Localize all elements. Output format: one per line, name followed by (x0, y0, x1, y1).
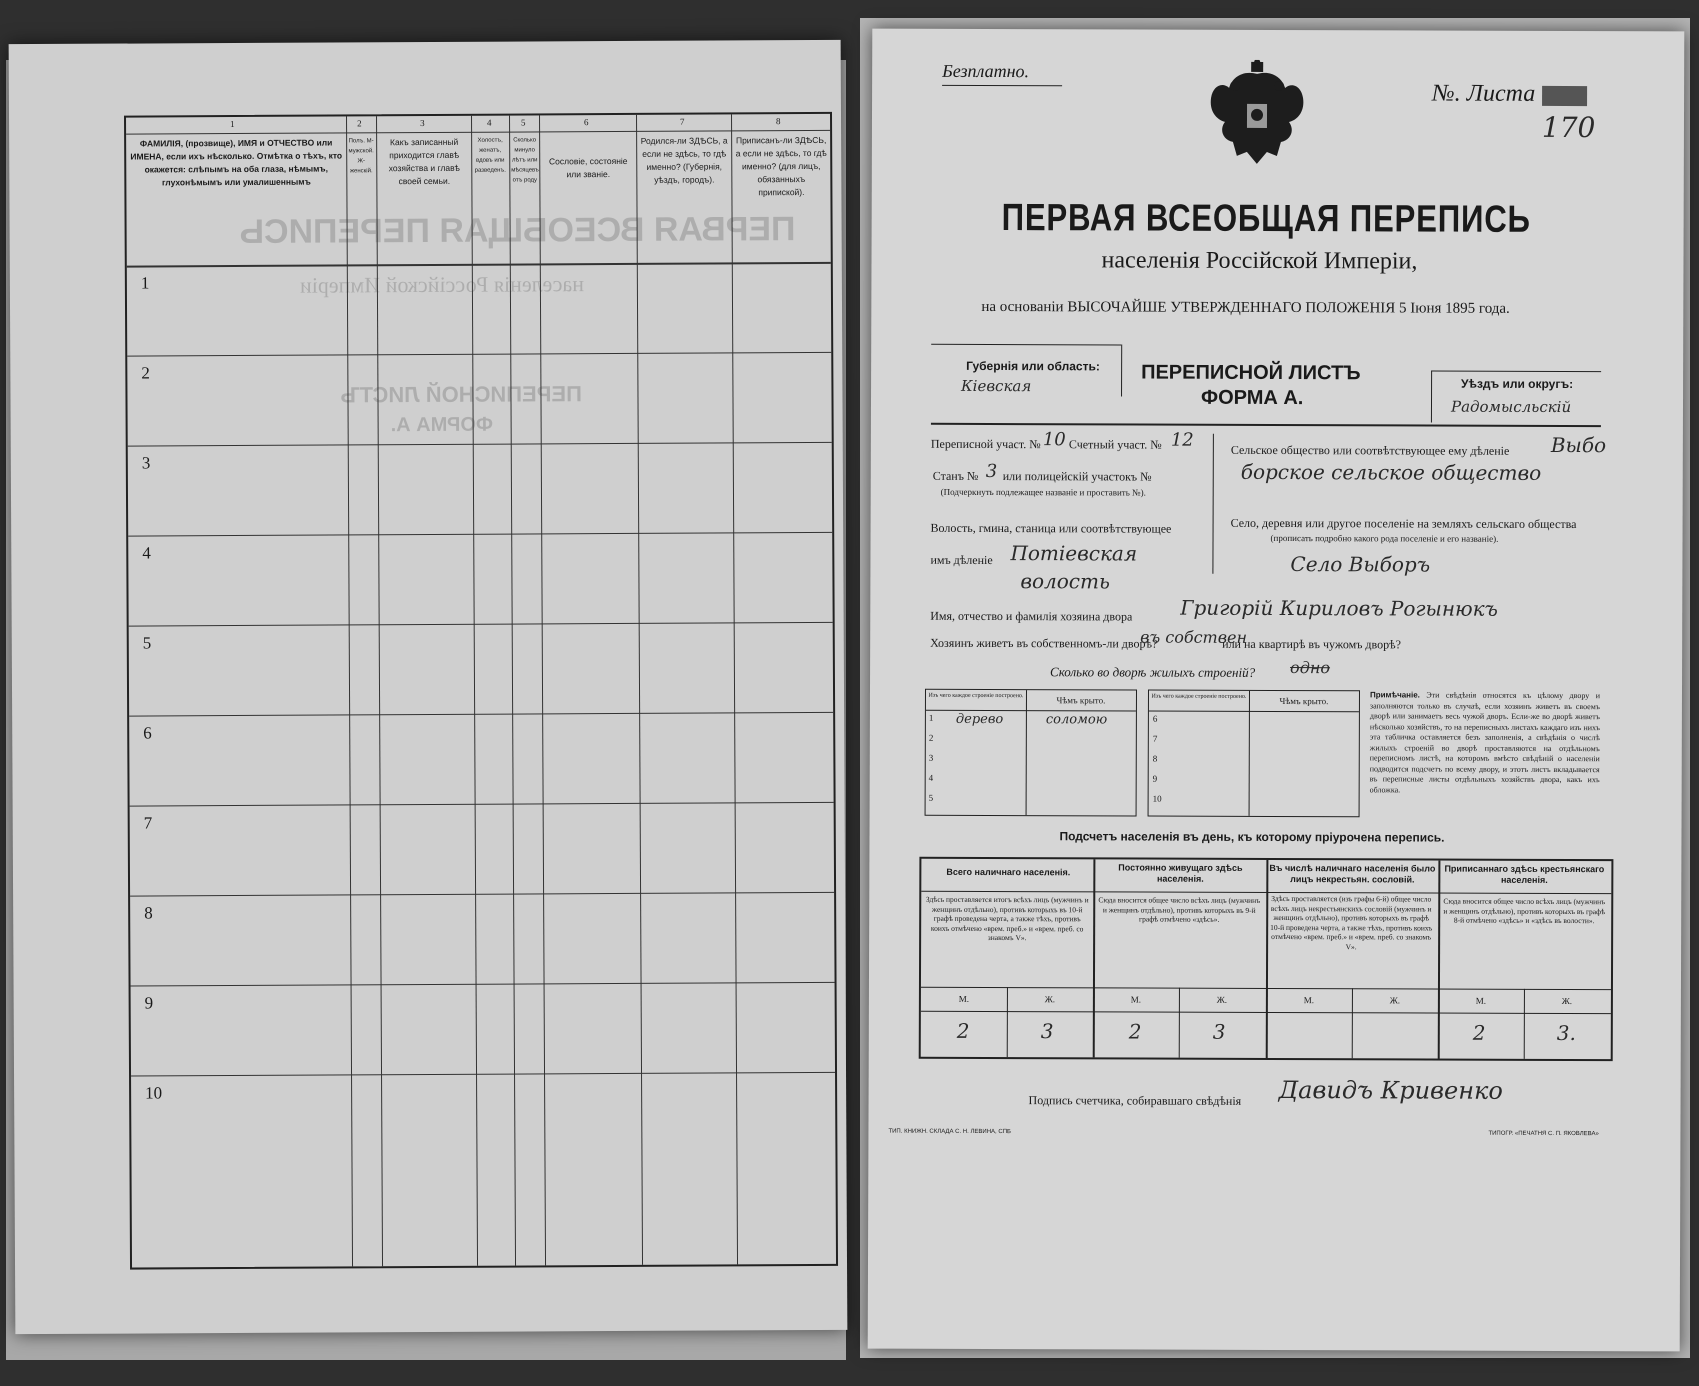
tally-value-female: 3 (1040, 1019, 1054, 1044)
volost-value-2: волость (1020, 569, 1110, 594)
bld-row-number: 7 (1152, 733, 1158, 744)
printer-right: ТИПОГР. «ПЕЧАТНЯ С. П. ЯКОВЛЕВА» (1488, 1130, 1599, 1138)
buildings-table-left (925, 689, 1137, 817)
tally-value-male: 2 (1472, 1020, 1486, 1045)
col-num-8: 8 (776, 116, 781, 127)
gubernia-label: Губернія или область: (966, 358, 1100, 374)
female-label: Ж. (1044, 994, 1056, 1005)
col-num-6: 6 (584, 117, 589, 128)
bld-row-number: 8 (1152, 753, 1158, 764)
village-note: (прописать подробно какого рода поселеніе и его названіе). (1270, 532, 1499, 544)
col-header-6: Сословіе, состояніе или званіе. (548, 155, 628, 180)
tally-value-female: 3. (1556, 1020, 1576, 1046)
row-number: 1 (140, 273, 150, 293)
row-number: 8 (144, 903, 153, 923)
bleed-subtitle: населенія Россійской Имперіи (299, 271, 585, 298)
col-num-1: 1 (230, 119, 235, 130)
police-label: или полицейскій участокъ № (1002, 469, 1152, 484)
form-subtitle: ФОРМА А. (1200, 386, 1304, 410)
tally-table (919, 857, 1614, 1061)
stan-value: 3 (985, 460, 998, 483)
tally-head: Приписаннаго здѣсь крестьянскаго населенія. (1444, 863, 1605, 885)
male-label: М. (1475, 995, 1487, 1006)
row-number: 9 (144, 993, 154, 1013)
lives-value: въ собствен (1140, 627, 1248, 647)
volost-label: Волость, гмина, станица или соотвѣтствующее (930, 520, 1172, 536)
household-table (124, 112, 838, 1270)
row-number: 3 (141, 453, 151, 473)
census-basis: на основаніи ВЫСОЧАЙШЕ УТВЕРЖДЕННАГО ПОЛОЖЕНІЯ 5 Іюня 1895 года. (981, 298, 1510, 317)
col-num-3: 3 (420, 118, 425, 129)
society-value-2: борское сельское общество (1240, 459, 1542, 485)
census-title: ПЕРВАЯ ВСЕОБЩАЯ ПЕРЕПИСЬ (1001, 197, 1531, 241)
tally-head: Постоянно живущаго здѣсь населенія. (1118, 862, 1243, 884)
bld-row-number: 10 (1152, 793, 1162, 804)
tally-value-female: 3 (1212, 1019, 1226, 1044)
tally-head: Въ числѣ наличнаго населенія было лицъ некрестьян. сословій. (1269, 862, 1436, 885)
printer-left: ТИП. КНИЖН. СКЛАДА С. Н. ЛЕВИНА, СПБ (888, 1128, 1011, 1136)
underline-note: (Подчеркнуть подлежащее названіе и проставить №). (940, 486, 1146, 498)
village-value: Село Выборъ (1290, 552, 1431, 577)
volost-label-2: имъ дѣленіе (930, 552, 993, 568)
count-sector-value: 12 (1170, 429, 1194, 451)
enumerator-signature: Давидъ Кривенко (1278, 1076, 1503, 1105)
signature-label: Подпись счетчика, собиравшаго свѣдѣнія (1028, 1093, 1242, 1108)
free-label: Безплатно. (942, 60, 1030, 82)
tally-value-male: 2 (956, 1018, 970, 1043)
uezd-value: Радомысльскій (1450, 397, 1572, 417)
col-num-5: 5 (521, 117, 526, 128)
society-label: Сельское общество или соотвѣтствующее ему дѣленіе (1230, 442, 1510, 458)
row-number: 5 (142, 633, 152, 653)
row-number: 6 (143, 723, 152, 743)
bld-row-number: 6 (1152, 713, 1158, 724)
tally-desc: Здѣсь проставляется (изъ графы 6-й) общее число всѣхъ лицъ некрестьянскихъ сословій (мужчинъ и женщинъ отдѣльно), противъ которыхъ въ графѣ 10-й проведена черта, а также тѣхъ, противъ коихъ отмѣчено «врем. преб.» и «врем. преб. со знакомъ V». (1270, 893, 1433, 951)
buildings-label: Сколько во дворѣ жилыхъ строеній? (1050, 664, 1256, 680)
sheet-number-label: №. Листа (1432, 80, 1536, 107)
male-label: М. (1130, 994, 1142, 1005)
col-num-4: 4 (487, 117, 492, 128)
tally-head: Всего наличнаго населенія. (946, 866, 1071, 878)
bld-roof-value: соломою (1045, 712, 1108, 728)
right-page (868, 29, 1685, 1352)
col-header-7: Родился-ли ЗДѢСЬ, а если не здѣсь, то гдѣ именно? (Губернія, уѣздъ, городъ). (640, 135, 728, 185)
buildings-table-right (1148, 690, 1360, 818)
sheet-number-value: 170 (1541, 110, 1596, 145)
bld-head-material: Изъ чего каждое строеніе построено. (1151, 693, 1247, 700)
tally-title: Подсчетъ населенія въ день, къ которому пріурочена перепись. (1059, 829, 1445, 845)
gubernia-value: Кіевская (961, 376, 1032, 396)
bld-material-value: дерево (955, 711, 1004, 728)
bld-head-roof: Чѣмъ крыто. (1056, 695, 1106, 706)
male-label: М. (1303, 995, 1315, 1006)
uezd-label: Уѣздъ или округъ: (1461, 376, 1574, 392)
col-header-4: Сколько минуло лѣтъ или мѣсяцевъ отъ роду (511, 137, 539, 184)
bld-row-number: 4 (928, 772, 934, 783)
bld-row-number: 5 (928, 792, 934, 803)
bld-row-number: 1 (928, 712, 934, 723)
sheet-number-scratched (1542, 86, 1587, 106)
tally-desc: Сюда вносится общее число всѣхъ лицъ (мужчинъ и женщинъ отдѣльно), противъ которыхъ въ графѣ 8-й отмѣчено «здѣсь» и «здѣсь въ волости». (1443, 896, 1606, 926)
buildings-value: одно (1290, 658, 1331, 678)
census-sector-label: Переписной участ. № (930, 436, 1041, 452)
lives-label: Хозяинъ живетъ въ собственномъ-ли дворѣ? (930, 635, 1158, 651)
col-header-1: ФАМИЛІЯ, (прозвище), ИМЯ и ОТЧЕСТВО или ИМЕНА, если ихъ нѣсколько. Отмѣтка о тѣхъ, кто окажется: слѣпымъ на оба глаза, нѣмымъ, глухонѣмымъ или умалишеннымъ (130, 137, 343, 188)
col-header-5: Холостъ, женатъ, вдовъ или разведенъ. (474, 137, 506, 174)
bleed-form-title: ПЕРЕПИСНОЙ ЛИСТЪ (340, 381, 582, 408)
row-number: 10 (145, 1083, 163, 1103)
female-label: Ж. (1389, 995, 1401, 1006)
row-number: 7 (143, 813, 153, 833)
left-page (9, 40, 848, 1334)
bld-row-number: 3 (928, 752, 934, 763)
row-number: 4 (142, 543, 151, 563)
col-num-2: 2 (357, 118, 362, 129)
bld-row-number: 9 (1152, 773, 1158, 784)
male-label: М. (958, 993, 970, 1004)
bld-head-material: Изъ чего каждое строеніе построено. (928, 692, 1024, 700)
col-header-2: Полъ. М-мужской. Ж-женскій. (348, 138, 374, 175)
row-number: 2 (141, 363, 150, 383)
census-subtitle: населенія Россійской Имперіи, (1101, 247, 1418, 275)
double-headed-eagle-icon (1207, 60, 1307, 170)
bld-head-roof: Чѣмъ крыто. (1279, 696, 1329, 707)
form-title: ПЕРЕПИСНОЙ ЛИСТЪ (1141, 361, 1361, 385)
owner-value: Григорій Кириловъ Рогынюкъ (1180, 595, 1498, 621)
tally-value-male: 2 (1128, 1019, 1142, 1044)
tally-desc: Здѣсь проставляется итогъ всѣхъ лицъ (мужчинъ и женщинъ отдѣльно), противъ которыхъ въ 10-й графѣ проведена черта, а также тѣхъ, противъ коихъ отмѣчено «врем. преб.» и «врем. преб. со знакомъ V». (925, 894, 1089, 943)
volost-value: Потіевская (1010, 541, 1138, 566)
female-label: Ж. (1561, 995, 1573, 1007)
village-label: Село, деревня или другое поселеніе на земляхъ сельскаго общества (1230, 515, 1577, 532)
society-value: Выбо (1550, 432, 1607, 458)
bld-row-number: 2 (928, 732, 934, 743)
female-label: Ж. (1216, 994, 1228, 1005)
census-sector-value: 10 (1042, 429, 1066, 451)
tally-desc: Сюда вносится общее число всѣхъ лицъ (мужчинъ и женщинъ отдѣльно), противъ которыхъ въ 9-й графѣ отмѣчено «здѣсь». (1098, 895, 1261, 924)
col-num-7: 7 (680, 116, 685, 127)
bleed-form-sub: ФОРМА А. (390, 413, 494, 437)
owner-label: Имя, отчество и фамилія хозяина двора (930, 608, 1133, 624)
bleed-title: ПЕРВАЯ ВСЕОБЩАЯ ПЕРЕПИСЬ (239, 210, 796, 251)
count-sector-label: Счетный участ. № (1068, 437, 1162, 452)
note-title: Примѣчаніе. (1369, 690, 1420, 700)
stan-label: Станъ № (932, 468, 979, 483)
col-header-8: Приписанъ-ли ЗДѢСЬ, а если не здѣсь, то гдѣ именно? (для лицъ, обязанныхъ припиской). (735, 134, 827, 198)
note-text: Эти свѣдѣнія относятся къ цѣлому двору и заполняются только въ случаѣ, если хозяинъ живетъ въ своемъ дворѣ или занимаетъ весь чужой дворъ. Если-же во дворѣ живетъ нѣсколько хозяйствъ, то на переписныхъ листахъ каждаго изъ нихъ эта табличка оставляется безъ заполненія, а свѣдѣнія о числѣ жилыхъ строеній во дворѣ проставляются на отдѣльномъ переписномъ листѣ, на которомъ вмѣсто свѣдѣній о населеніи подводится подсчетъ по всему двору, и этотъ листъ вкладывается въ переписные листы отдѣльныхъ хозяйствъ двора, какъ ихъ обложка. (1369, 690, 1601, 794)
col-header-3: Какъ записанный приходится главѣ хозяйства и главѣ своей семьи. (388, 136, 460, 187)
lives-alt-label: или на квартирѣ въ чужомъ дворѣ? (1222, 636, 1401, 652)
